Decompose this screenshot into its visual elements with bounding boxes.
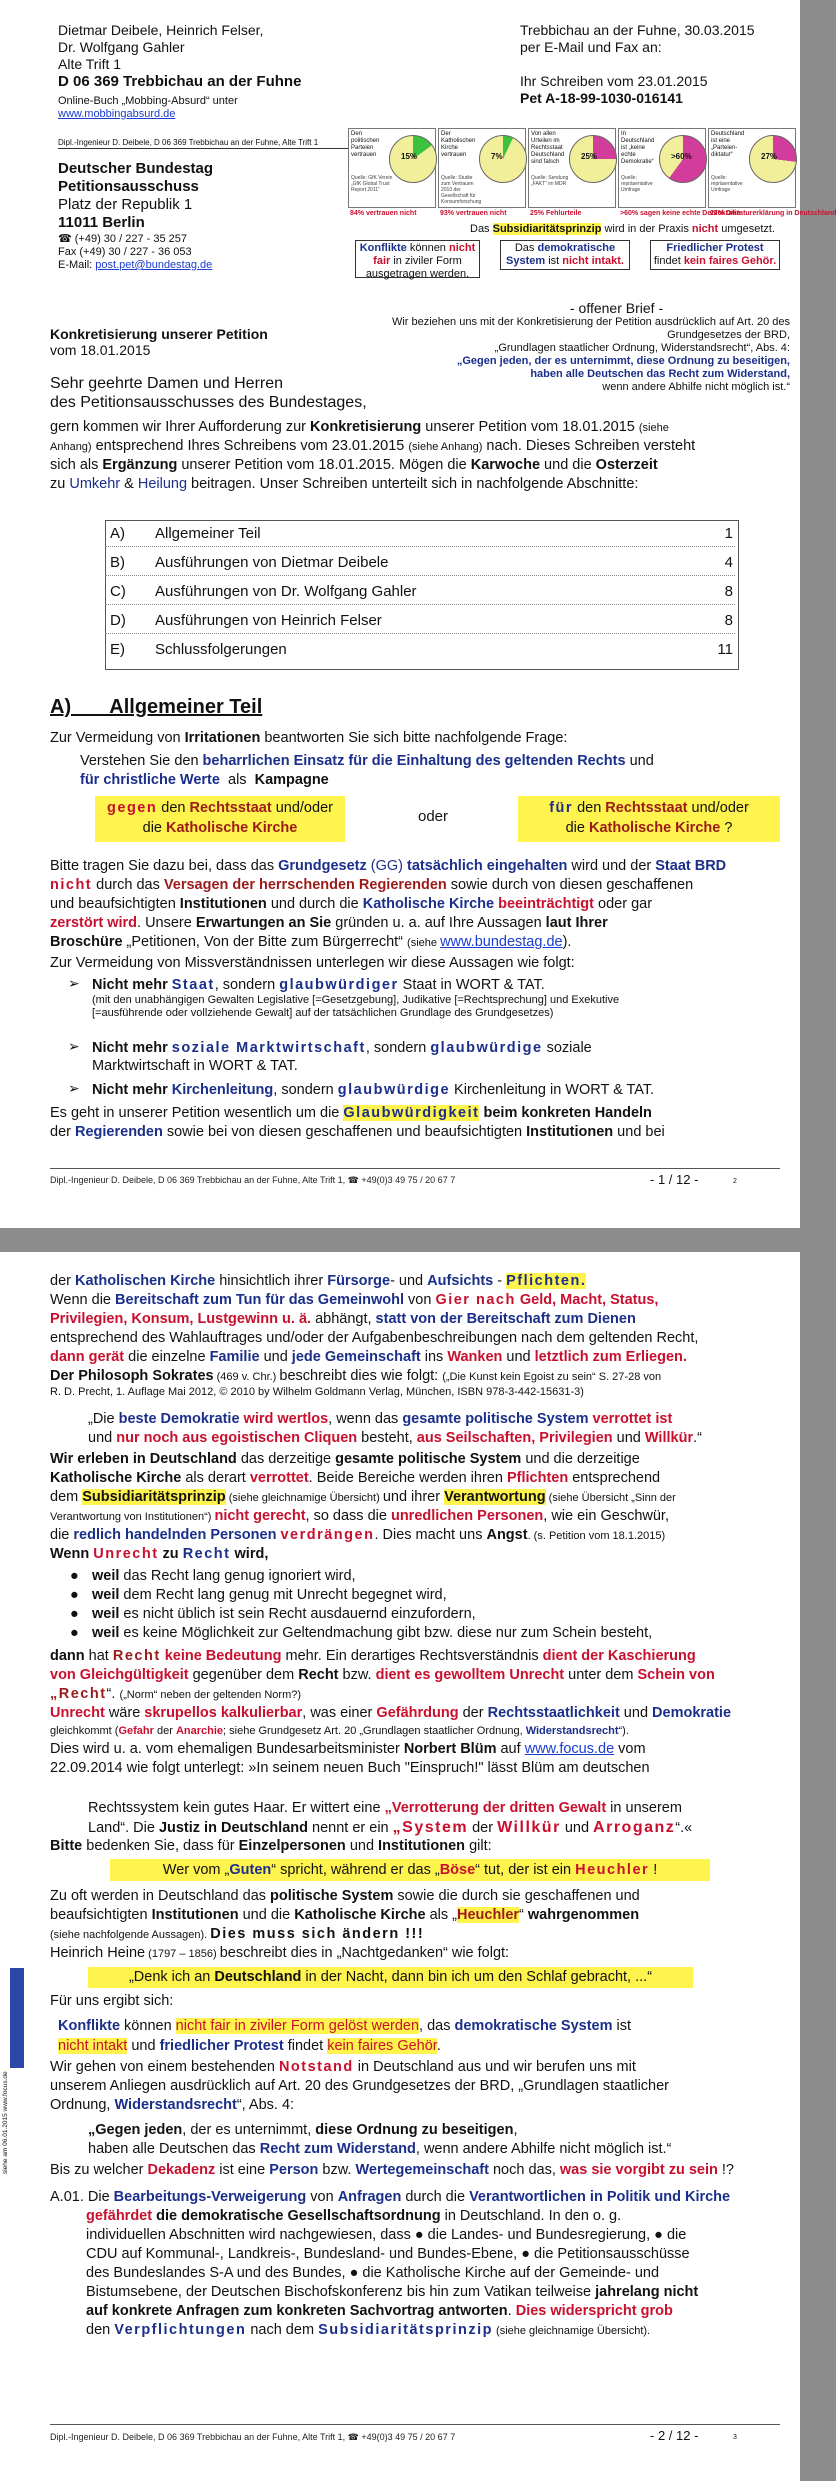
recipient-committee: Petitionsausschuss xyxy=(58,178,199,195)
recipient-fax: Fax (+49) 30 / 227 - 36 053 xyxy=(58,246,192,258)
toc-row[interactable]: A) Allgemeiner Teil 1 xyxy=(105,522,735,547)
list-item: ● weil das Recht lang genug ignoriert wird, xyxy=(70,1568,356,1584)
recipient-phone: ☎ (+49) 30 / 227 - 35 257 xyxy=(58,233,187,245)
article-reference: Wir beziehen uns mit der Konkretisierung der Petition ausdrücklich auf Art. 20 des Grundgesetzes der BRD, „Grundlagen staatlicher Ordnung, Widerstandsrecht“, Abs. 4: „Gegen jeden, der es unternimmt, diese Ordnung zu beseitigen, haben alle Deutschen das Recht zum Widerstand, wenn andere Abhilfe nicht möglich ist.“ xyxy=(391,316,790,393)
chart-percent-label: >60% xyxy=(671,152,692,161)
chart-percent-label: 15% xyxy=(401,152,418,161)
section-heading-a: A) Allgemeiner Teil xyxy=(50,696,263,718)
socrates-quote: „Die beste Demokratie wird wertlos, wenn das gesamte politische System verrottet ist und nur noch aus egoistischen Cliquen besteht, aus Seilschaften, Privilegien und Willkür.“ xyxy=(88,1411,702,1446)
bullet-church: Nicht mehr Kirchenleitung, sondern glaubwürdige Kirchenleitung in WORT & TAT. xyxy=(92,1082,655,1098)
arrow-bullet-icon: ➢ xyxy=(68,1038,80,1054)
list-item: ● weil dem Recht lang genug mit Unrecht begegnet wird, xyxy=(70,1587,447,1603)
sender-names-2: Dr. Wolfgang Gahler xyxy=(58,39,185,55)
bullet-state: Nicht mehr Staat, sondern glaubwürdiger Staat in WORT & TAT. (mit den unabhängigen Gewalten Legislative [=Gesetzgebung], Judikative [=Rechtsprechung] und Exekutive [=ausführende oder vollziehende Gewalt] auf der tatsächlichen Grundlage des Grundgesetzes) xyxy=(92,977,620,1019)
recipient-block xyxy=(58,160,378,272)
return-address-line: Dipl.-Ingenieur D. Deibele, D 06 369 Trebbichau an der Fuhne, Alte Trift 1 xyxy=(58,138,368,149)
chart-percent-label: 27% xyxy=(761,152,778,161)
for-option: für den Rechtsstaat und/oder die Katholische Kirche ? xyxy=(518,796,780,842)
letter-page-2 xyxy=(0,1252,800,2481)
focus-thumbnail xyxy=(10,1968,24,2068)
subject: Konkretisierung unserer Petition vom 18.01.2015 xyxy=(50,326,268,358)
section-a01: A.01. Die Bearbeitungs-Verweigerung von Anfragen durch die Verantwortlichen in Politik und Kirche gefährdet die demokratische Gesellschaftsordnung in Deutschland. In den o. g. individuellen Abschnitten wird nachgewiesen, dass ● die Landes- und Bundesregierung, ● die CDU auf Kommunal-, Landkreis-, Bundesland- und Bundes-Ebene, ● die Petitionsausschüsse des Bundeslandes S-A und des Bundes, ● die Katholische Kirche auf der Gemeinde- und Bistumsebene, der Deutschen Bischofskonferenz bis hin zum Vatikan teilweise jahrelang nicht auf konkrete Anfragen zum konkreten Sachvortrag antworten. Dies widerspricht grob den Verpflichtungen nach dem Subsidiaritätsprinzip (siehe gleichnamige Übersicht). xyxy=(50,2189,731,2338)
trust-charts xyxy=(348,128,836,220)
trust-chart-tile xyxy=(528,128,616,208)
trust-chart-tile xyxy=(348,128,436,208)
chart-text: Den politischen Parteien vertrauen xyxy=(351,131,380,158)
salutation: Sehr geehrte Damen und Herren des Petitionsausschusses des Bundestages, xyxy=(50,375,367,411)
focus-link[interactable]: www.focus.de xyxy=(524,1741,615,1757)
chart-source-note: Quelle: repräsentative Umfrage xyxy=(621,175,653,193)
recipient-email-link[interactable]: post.pet@bundestag.de xyxy=(95,259,213,271)
footer-rule xyxy=(50,2424,780,2425)
online-book-line: Online-Buch „Mobbing-Absurd“ unter www.mobbingabsurd.de xyxy=(58,95,238,120)
petition-reference: Pet A-18-99-1030-016141 xyxy=(520,90,683,106)
emergency-paragraph: Wir gehen von einem bestehenden Notstand in Deutschland aus und wir berufen uns mit unserem Anliegen ausdrücklich auf Art. 20 des Grundgesetzes der BRD, „Grundlagen staatlicher Ordnung, Widerstandsrecht“, Abs. 4: xyxy=(50,2059,670,2113)
chart-caption: 25% Fehlurteile xyxy=(530,210,582,217)
subsidiarity-line: Das Subsidiaritätsprinzip wird in der Praxis nicht umgesetzt. xyxy=(470,223,776,235)
list-item: ● weil es keine Möglichkeit zur Geltendmachung gibt bzw. diese nur zum Schein besteht, xyxy=(70,1625,653,1641)
consider-line: Bitte bedenken Sie, dass für Einzelpersonen und Institutionen gilt: xyxy=(50,1838,492,1854)
arrow-bullet-icon: ➢ xyxy=(68,1080,80,1096)
trust-chart-tile xyxy=(618,128,706,208)
page-number: - 1 / 12 - xyxy=(650,1172,699,1187)
online-book-link[interactable]: www.mobbingabsurd.de xyxy=(58,108,176,120)
page2-body-top: der Katholischen Kirche hinsichtlich ihrer Fürsorge- und Aufsichts - Pflichten. Wenn die Bereitschaft zum Tun für das Gemeinwohl von Gier nach Geld, Macht, Status, Privilegien, Konsum, Lustgewinn u. ä. abhängt, statt von der Bereitschaft zum Dienen entsprechend des Wahlauftrages und/oder der Aufgabenbeschreibungen nach dem geltenden Recht, dann gerät die einzelne Familie und jede Gemeinschaft ins Wanken und letztlich zum Erliegen. Der Philosoph Sokrates (469 v. Chr.) beschreibt dies wie folgt: („Die Kunst kein Egoist zu sein“ S. 27-28 von R. D. Precht, 1. Auflage Mai 2012, © 2010 by Wilhelm Goldmann Verlag, München, ISBN 978-3-442-15631-3) xyxy=(50,1273,699,1398)
chart-caption: 84% vertrauen nicht xyxy=(350,210,417,217)
toc-row[interactable]: D) Ausführungen von Heinrich Felser 8 xyxy=(105,609,735,634)
phone-icon: ☎ xyxy=(58,233,72,245)
delivery-method: per E-Mail und Fax an: xyxy=(520,39,662,55)
page2-body-law: dann hat Recht keine Bedeutung mehr. Ein derartiges Rechtsverständnis dient der Kaschierung von Gleichgültigkeit gegenüber dem Recht bzw. dient es gewolltem Unrecht unter dem Schein von „Recht“. („Norm“ neben der geltenden Norm?) Unrecht wäre skrupellos kalkulierbar, was einer Gefährdung der Rechtsstaatlichkeit und Demokratie gleichkommt (Gefahr der Anarchie; siehe Grundgesetz Art. 20 „Grundlagen staatlicher Ordnung, Widerstandsrecht“). Dies wird u. a. vom ehemaligen Bundesarbeitsminister Norbert Blüm auf www.focus.de vom 22.09.2014 wie folgt unterlegt: »In seinem neuen Buch "Einspruch!" lässt Blüm am deutschen xyxy=(50,1648,732,1776)
sender-city: D 06 369 Trebbichau an der Fuhne xyxy=(58,73,302,90)
question-block: Verstehen Sie den beharrlichen Einsatz für die Einhaltung des geltenden Rechts und für christliche Werte als Kampagne xyxy=(80,753,654,788)
chart-source-note: Quelle: repräsentative Umfrage xyxy=(711,175,743,193)
chart-source-note: Quelle: GfK Verein „GfK Global Trust Report 2011“ xyxy=(351,175,393,193)
page2-body-heine: Zu oft werden in Deutschland das politische System sowie die durch sie geschaffenen und beaufsichtigten Institutionen und die Katholische Kirche als „Heuchler“ wahrgenommen (siehe nachfolgende Aussagen). Dies muss sich ändern !!! Heinrich Heine (1797 – 1856) beschreibt dies in „Nachtgedanken“ wie folgt: xyxy=(50,1888,640,1961)
box-conflicts: Konflikte können nicht fair in ziviler Form ausgetragen werden. xyxy=(355,240,480,278)
result-line: Für uns ergibt sich: xyxy=(50,1993,174,2009)
trust-chart-tile xyxy=(438,128,526,208)
chart-caption: 27% Diktaturerklärung in Deutschland xyxy=(710,210,836,217)
list-item: ● weil es nicht üblich ist sein Recht ausdauernd einzufordern, xyxy=(70,1606,476,1622)
constitution-paragraph: Bitte tragen Sie dazu bei, dass das Grundgesetz (GG) tatsächlich eingehalten wird und der Staat BRD nicht durch das Versagen der herrschenden Regierenden sowie durch von diesen geschaffenen und beaufsichtigten Institutionen und durch die Katholische Kirche beeinträchtigt oder gar zerstört wird. Unsere Erwartungen an Sie gründen u. a. auf Ihre Aussagen laut Ihrer Broschüre „Petitionen, Von der Bitte zum Bürgerrecht“ (siehe www.bundestag.de). xyxy=(50,858,727,950)
bluem-quote: Rechtssystem kein gutes Haar. Er wittert eine „Verrotterung der dritten Gewalt in unserem Land“. Die Justiz in Deutschland nennt er ein „System der Willkür und Arroganz“.« xyxy=(88,1800,693,1836)
misunderstanding-line: Zur Vermeidung von Missverständnissen unterlegen wir diese Aussagen wie folgt: xyxy=(50,955,575,971)
chart-text: Von allen Urteilen im Rechtsstaat Deutschland sind falsch xyxy=(531,131,565,165)
heine-band: „Denk ich an Deutschland in der Nacht, dann bin ich um den Schlaf gebracht, ...“ xyxy=(88,1967,693,1988)
recipient-street: Platz der Republik 1 xyxy=(58,196,193,213)
recipient-name: Deutscher Bundestag xyxy=(58,160,214,177)
place-date: Trebbichau an der Fuhne, 30.03.2015 xyxy=(520,22,755,38)
credibility-paragraph: Es geht in unserer Petition wesentlich um die Glaubwürdigkeit beim konkreten Handeln der Regierenden sowie bei von diesen geschaffenen und beaufsichtigten Institutionen und bei xyxy=(50,1105,665,1140)
box-protest: Friedlicher Protest findet kein faires Gehör. xyxy=(650,240,780,270)
chart-caption: >60% sagen keine echte Demokratie xyxy=(620,210,741,217)
toc-row[interactable]: B) Ausführungen von Dietmar Deibele 4 xyxy=(105,551,735,576)
chart-source-note: Quelle: Studie zum Vertrauen 2010 der Gesellschaft für Konsumforschung xyxy=(441,175,482,205)
chart-percent-label: 25% xyxy=(581,152,598,161)
footer-address: Dipl.-Ingenieur D. Deibele, D 06 369 Trebbichau an der Fuhne, Alte Trift 1, ☎ +49(0)3 49 75 / 20 67 7 xyxy=(50,2432,456,2442)
hypocrite-band: Wer vom „Guten“ spricht, während er das „Böse“ tut, der ist ein Heuchler ! xyxy=(110,1859,710,1881)
open-letter-label: - offener Brief - xyxy=(570,300,664,316)
side-note-wrap xyxy=(2,2071,12,2174)
chart-text: Deutschland ist eine „Parteien-diktatur“ xyxy=(711,131,745,158)
chart-percent-label: 7% xyxy=(491,152,503,161)
bundestag-link[interactable]: www.bundestag.de xyxy=(440,934,563,950)
page2-body-mid: Wir erleben in Deutschland das derzeitige gesamte politische System und die derzeitige Katholische Kirche als derart verrottet. Beide Bereiche werden ihren Pflichten entsprechend dem Subsidiaritätsprinzip (siehe gleichnamige Übersicht) und ihrer Verantwortung (siehe Übersicht „Sinn der Verantwortung von Institutionen“) nicht gerecht, so dass die unredlichen Personen, wie ein Geschwür, die redlich handelnden Personen verdrängen. Dies macht uns Angst. (s. Petition vom 18.1.2015) Wenn Unrecht zu Recht wird, xyxy=(50,1451,676,1562)
article20-quote: „Gegen jeden, der es unternimmt, diese Ordnung zu beseitigen, haben alle Deutschen das Recht zum Widerstand, wenn andere Abhilfe nicht möglich ist.“ xyxy=(88,2122,672,2157)
against-option: gegen den Rechtsstaat und/oder die Katholische Kirche xyxy=(95,796,345,842)
chart-caption: 93% vertrauen nicht xyxy=(440,210,507,217)
toc-row[interactable]: C) Ausführungen von Dr. Wolfgang Gahler 8 xyxy=(105,580,735,605)
header-right xyxy=(520,22,790,107)
page-mark: 3 xyxy=(733,2434,737,2441)
irritations-line: Zur Vermeidung von Irritationen beantworten Sie sich bitte nachfolgende Frage: xyxy=(50,730,568,746)
chart-pie-slice xyxy=(479,135,527,183)
chart-source-note: Quelle: Sendung „FAKT“ im MDR xyxy=(531,175,569,187)
sender-street: Alte Trift 1 xyxy=(58,56,122,72)
footer-address: Dipl.-Ingenieur D. Deibele, D 06 369 Trebbichau an der Fuhne, Alte Trift 1, ☎ +49(0)3 49 75 / 20 67 7 xyxy=(50,1175,456,1185)
letter-page-1 xyxy=(0,0,836,1228)
page-number: - 2 / 12 - xyxy=(650,2428,699,2443)
or-label: oder xyxy=(418,808,449,825)
sender-block xyxy=(58,22,358,121)
page-mark: 2 xyxy=(733,1178,737,1185)
conclusion-lines: Konflikte können nicht fair in ziviler Form gelöst werden, das demokratische System ist nicht intakt und friedlicher Protest findet kein faires Gehör. xyxy=(58,2018,632,2054)
recipient-email: E-Mail: post.pet@bundestag.de xyxy=(58,259,213,271)
footer-rule xyxy=(50,1168,780,1169)
sender-names: Dietmar Deibele, Heinrich Felser, xyxy=(58,22,264,38)
box-democracy: Das demokratische System ist nicht intakt. xyxy=(500,240,630,270)
decadence-line: Bis zu welcher Dekadenz ist eine Person bzw. Wertegemeinschaft noch das, was sie vorgibt zu sein !? xyxy=(50,2162,734,2178)
toc-row[interactable]: E) Schlussfolgerungen 11 xyxy=(110,641,733,658)
recipient-city: 11011 Berlin xyxy=(58,214,145,231)
trust-chart-tile xyxy=(708,128,796,208)
side-note: siehe am 06.01.2015 www.focus.de xyxy=(2,2071,9,2174)
bullet-economy: Nicht mehr soziale Marktwirtschaft, sondern glaubwürdige soziale Marktwirtschaft in WORT & TAT. xyxy=(92,1040,592,1074)
intro-paragraph: gern kommen wir Ihrer Aufforderung zur Konkretisierung unserer Petition vom 18.01.2015 (siehe Anhang) entsprechend Ihres Schreibens vom 23.01.2015 (siehe Anhang) nach. Dieses Schreiben versteht sich als Ergänzung unserer Petition vom 18.01.2015. Mögen die Karwoche und die Osterzeit zu Umkehr & Heilung beitragen. Unser Schreiben unterteilt sich in nachfolgende Abschnitte: xyxy=(50,419,696,492)
arrow-bullet-icon: ➢ xyxy=(68,975,80,991)
weil-list xyxy=(70,1567,790,1643)
chart-text: Der Katholischen Kirche vertrauen xyxy=(441,131,476,158)
chart-text: In Deutschland ist „keine echte Demokratie“ xyxy=(621,131,655,165)
your-letter: Ihr Schreiben vom 23.01.2015 xyxy=(520,73,708,89)
